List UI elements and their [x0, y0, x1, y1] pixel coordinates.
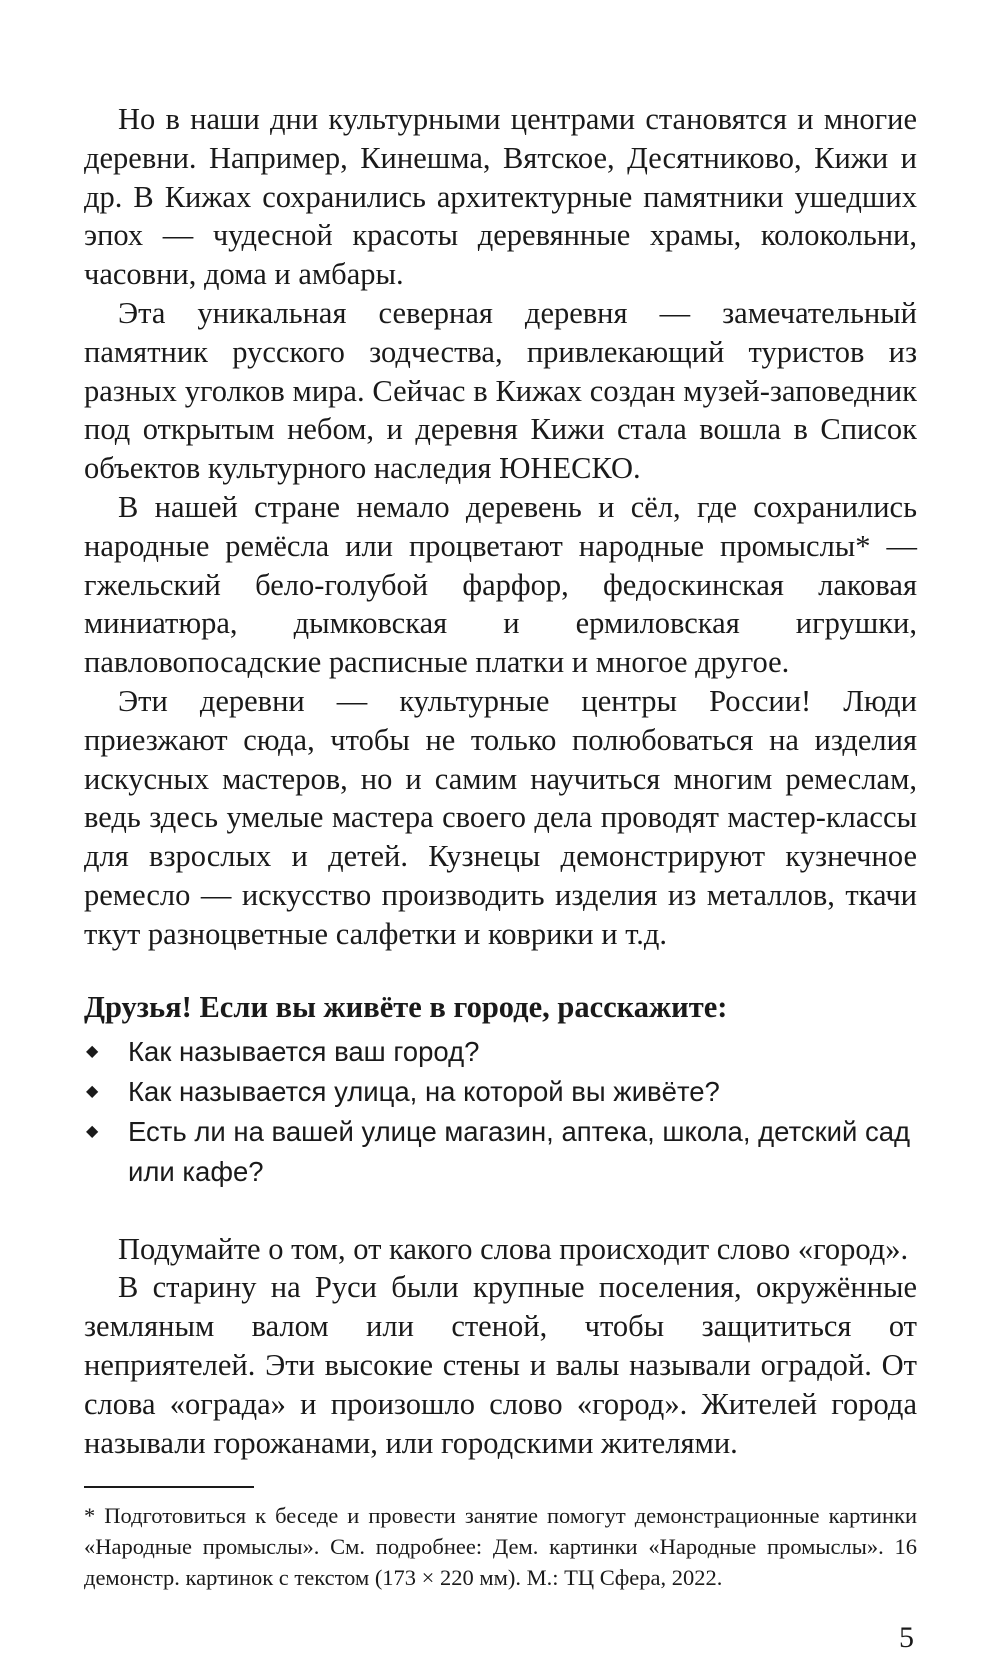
page-number: 5 [899, 1621, 914, 1654]
paragraph-crafts: В нашей стране немало деревень и сёл, где сохранились народные ремёсла или процветают народные промыслы* — гжельский бело-голубой фарфор, федоскинская лаковая миниатюра, дымковская и ермиловская игрушки, павловопосадские расписные платки и многое другое. [84, 489, 917, 680]
paragraph-word-origin-question: Подумайте о том, от какого слова происходит слово «город». [118, 1231, 909, 1266]
question-list [84, 1032, 917, 1192]
page-content [84, 100, 917, 1593]
footnote-divider [84, 1486, 254, 1488]
list-item [84, 1072, 917, 1112]
paragraph-villages-intro: Но в наши дни культурными центрами становятся и многие деревни. Например, Кинешма, Вятское, Десятниково, Кижи и др. В Кижах сохранились архитектурные памятники ушедших эпох — чудесной красоты деревянные храмы, колокольни, часовни, дома и амбары. [84, 102, 917, 292]
list-item [84, 1112, 917, 1192]
question-text: Есть ли на вашей улице магазин, аптека, школа, детский сад или кафе? [128, 1115, 911, 1187]
question-heading: Друзья! Если вы живёте в городе, расскажите: [84, 989, 728, 1024]
footnote: * Подготовиться к беседе и провести занятие помогут демонстрационные картинки «Народные промыслы». См. подробнее: Дем. картинки «Народные промыслы». 16 демонстр. картинок с текстом (173 × 220 мм). М.: ТЦ Сфера, 2022. [84, 1503, 917, 1591]
diamond-bullet-icon: ◆ [86, 1082, 99, 1100]
list-item [84, 1032, 917, 1072]
paragraph-cultural-centers: Эти деревни — культурные центры России! Люди приезжают сюда, чтобы не только полюбоваться на изделия искусных мастеров, но и самим научиться многим ремеслам, ведь здесь умелые мастера своего дела проводят мастер-классы для взрослых и детей. Кузнецы демонстрируют кузнечное ремесло — искусство производить изделия из металлов, ткачи ткут разноцветные салфетки и коврики и т.д. [84, 683, 917, 951]
question-text: Как называется улица, на которой вы живёте? [128, 1075, 720, 1107]
diamond-bullet-icon: ◆ [86, 1042, 99, 1060]
paragraph-kizhi: Эта уникальная северная деревня — замечательный памятник русского зодчества, привлекающий туристов из разных уголков мира. Сейчас в Кижах создан музей-заповедник под открытым небом, и деревня Кижи стала вошла в Список объектов культурного наследия ЮНЕСКО. [84, 295, 917, 486]
paragraph-word-origin: В старину на Руси были крупные поселения, окружённые земляным валом или стеной, чтобы защититься от неприятелей. Эти высокие стены и валы называли оградой. От слова «ограда» и произошло слово «город». Жителей города называли горожанами, или городскими жителями. [84, 1270, 917, 1460]
question-text: Как называется ваш город? [128, 1035, 480, 1067]
diamond-bullet-icon: ◆ [86, 1122, 99, 1140]
